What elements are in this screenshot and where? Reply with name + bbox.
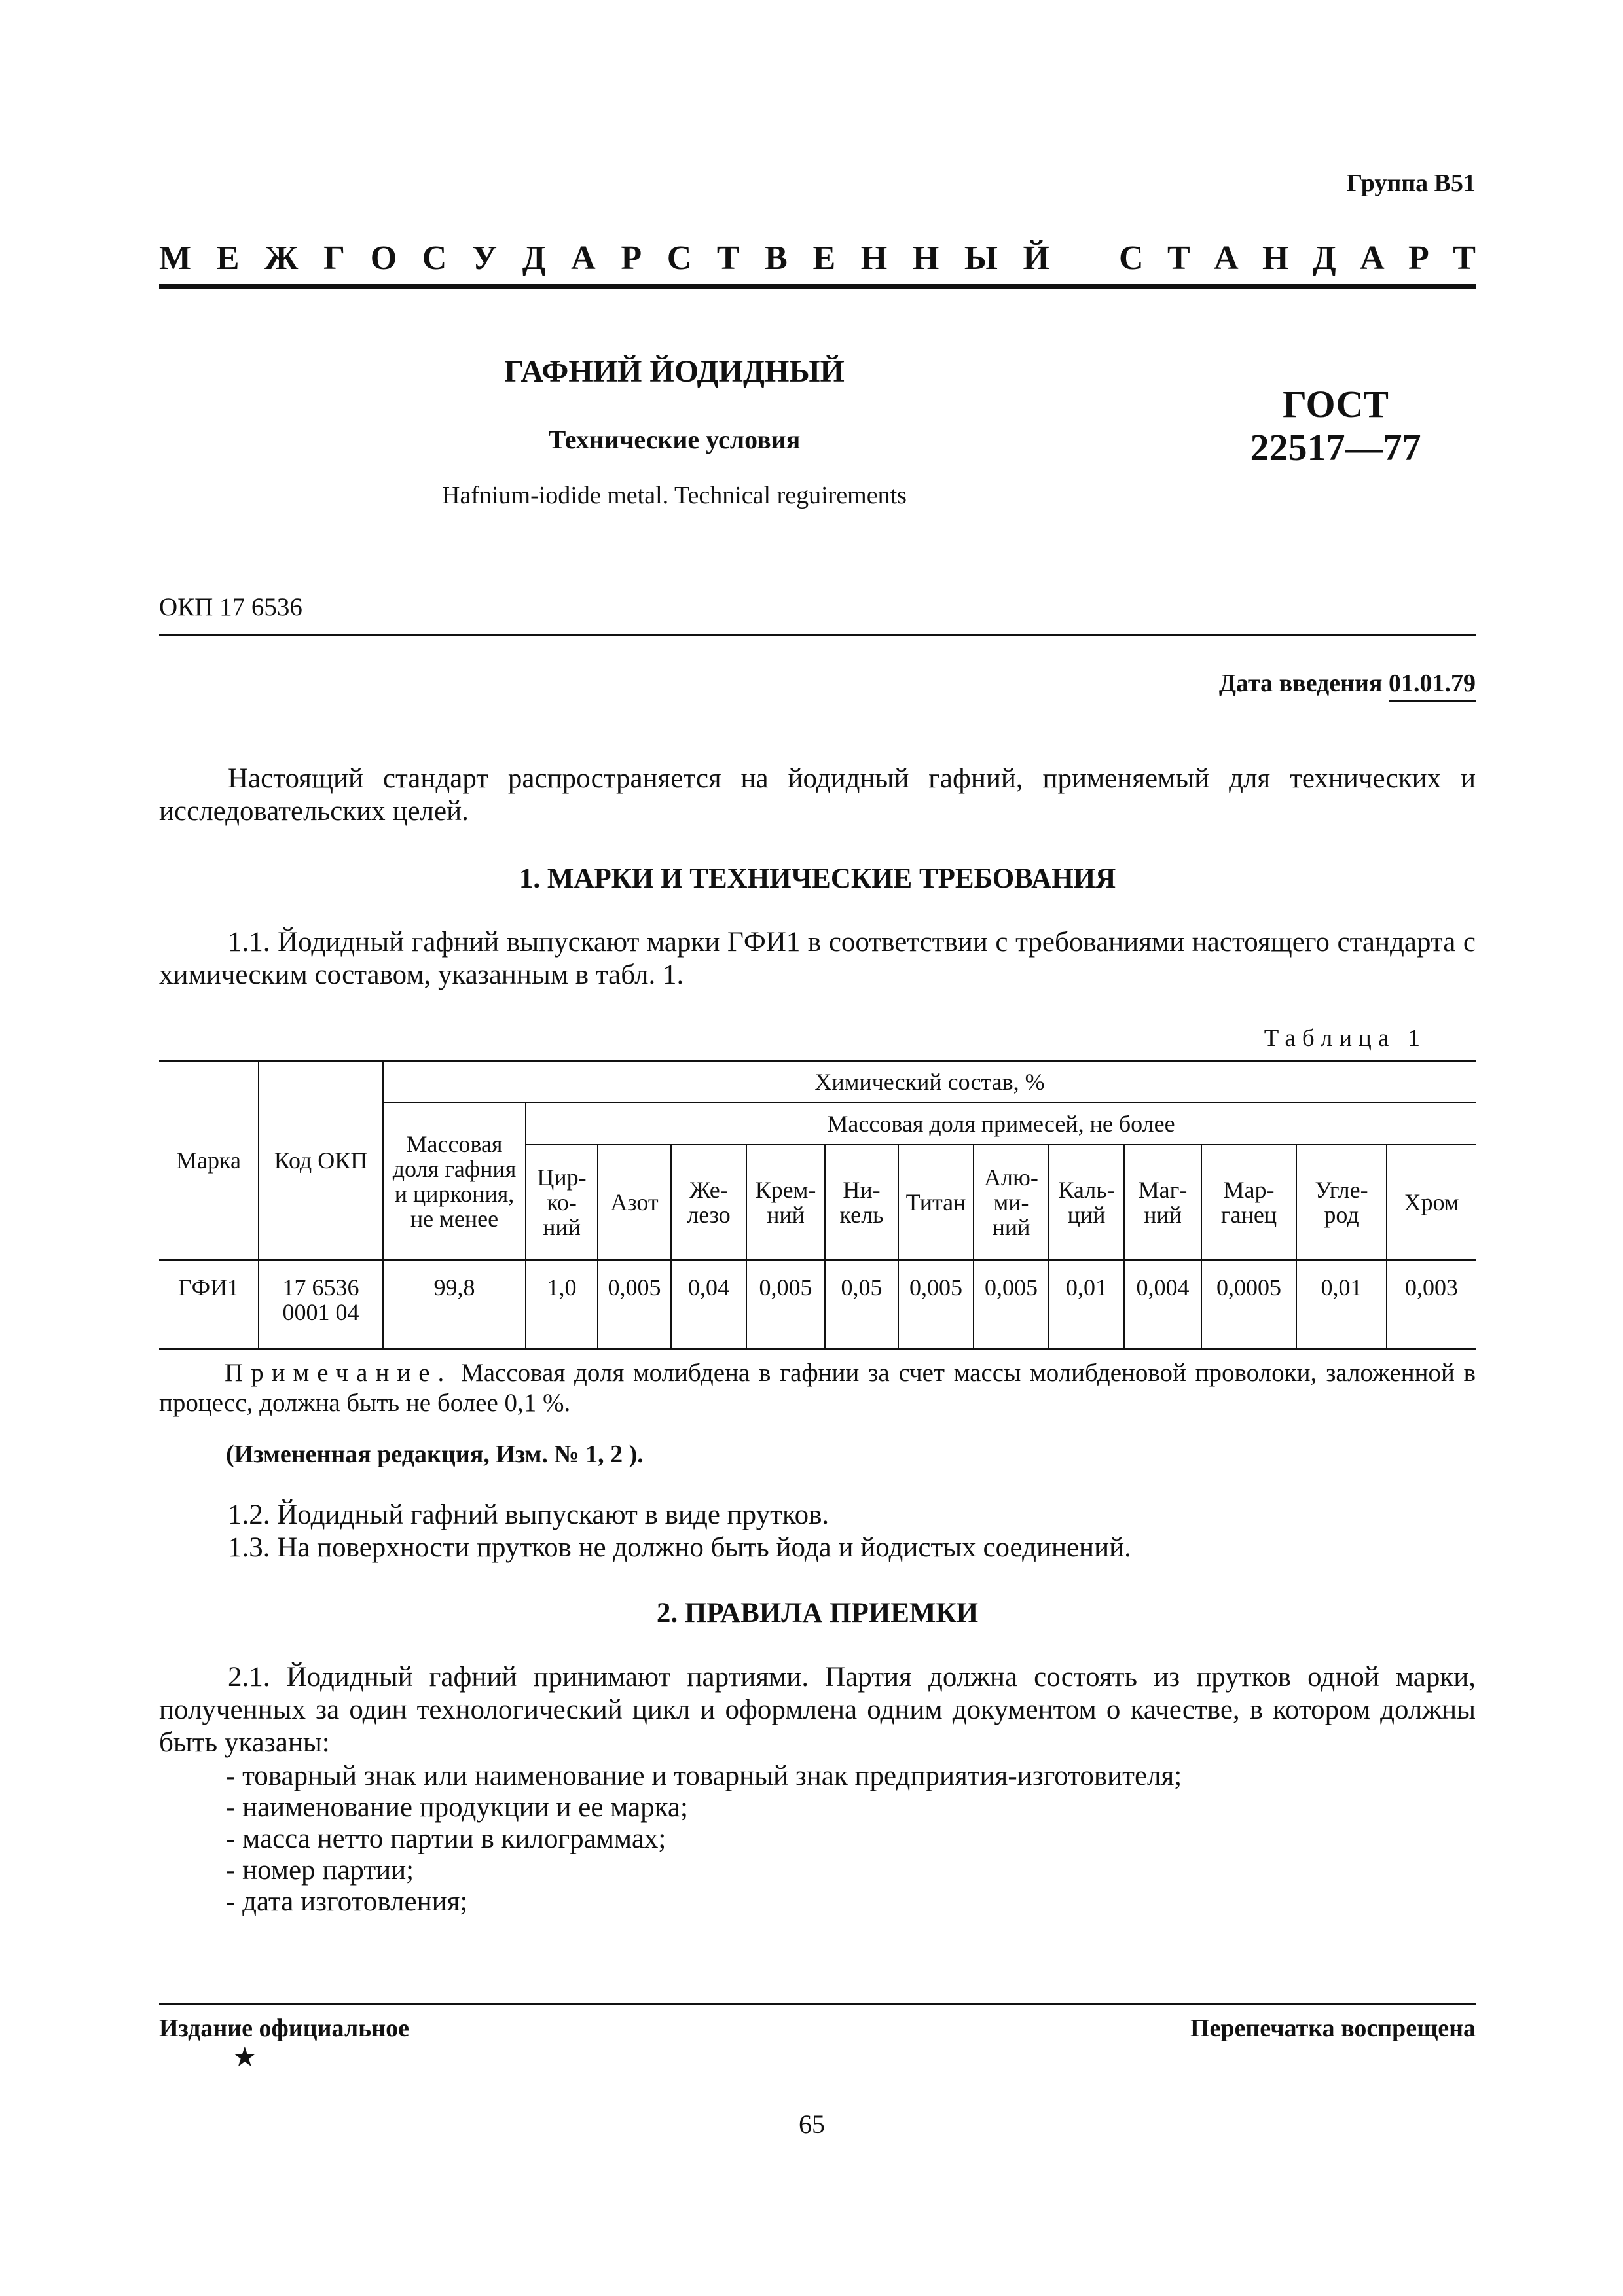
cell-impurity-value: 0,005: [746, 1260, 825, 1349]
heading-letter: Ж: [264, 240, 299, 277]
heading-letter: Т: [1167, 240, 1190, 277]
cell-okp: [259, 1260, 383, 1349]
heading-letter: Т: [716, 240, 740, 277]
cell-impurity-value: 0,0005: [1201, 1260, 1296, 1349]
cell-impurity-value: 0,04: [671, 1260, 746, 1349]
heading-letter: М: [159, 240, 192, 277]
col-header-impurity: Мар-ганец: [1201, 1145, 1296, 1260]
heading-letter: О: [370, 240, 397, 277]
heading-letter: Д: [522, 240, 546, 277]
cell-impurity-value: 0,01: [1296, 1260, 1387, 1349]
star-icon: ★: [232, 2043, 257, 2073]
cell-impurity-value: 0,004: [1124, 1260, 1201, 1349]
col-header-impurity: Каль-ций: [1049, 1145, 1124, 1260]
chemical-composition-table: [159, 1060, 1476, 1350]
clause-1-1-text: 1.1. Йодидный гафний выпускают марки ГФИ1 в соответствии с требованиями настоящего стандарта с химическим составом, указанным в табл. 1.: [159, 927, 1476, 990]
clause-1-2: [159, 1499, 1476, 1532]
cell-impurity-value: 0,003: [1387, 1260, 1476, 1349]
heading-letter: С: [422, 240, 447, 277]
heading-letter: В: [765, 240, 788, 277]
heading-letter: С: [1119, 240, 1144, 277]
list-item: - наименование продукции и ее марка;: [226, 1792, 688, 1823]
cell-impurity-value: 0,01: [1049, 1260, 1124, 1349]
document-title: ГАФНИЙ ЙОДИДНЫЙ: [504, 354, 845, 389]
introduction-date-value: 01.01.79: [1389, 670, 1476, 702]
footer-rule: [159, 2003, 1476, 2005]
reprint-prohibited: Перепечатка воспрещена: [1190, 2015, 1476, 2042]
cell-okp-line2: 0001 04: [282, 1299, 359, 1325]
header-rule: [159, 284, 1476, 289]
col-header-grade: Марка: [159, 1061, 259, 1260]
list-item: - масса нетто партии в килограммах;: [226, 1823, 666, 1854]
heading-letter: Е: [216, 240, 240, 277]
col-header-impurity: Цир-ко-ний: [526, 1145, 598, 1260]
heading-word-interstate: [159, 239, 1049, 278]
cell-impurity-value: 1,0: [526, 1260, 598, 1349]
col-header-impurities: Массовая доля примесей, не более: [526, 1103, 1476, 1145]
col-header-impurity: Хром: [1387, 1145, 1476, 1260]
heading-letter: С: [666, 240, 692, 277]
heading-letter: А: [571, 240, 596, 277]
cell-impurity-value: 0,005: [974, 1260, 1049, 1349]
cell-impurity-value: 0,005: [898, 1260, 974, 1349]
intro-text: Настоящий стандарт распространяется на йодидный гафний, применяемый для технических и исследовательских целей.: [159, 763, 1476, 827]
col-header-hf-zr: Массовая доля гафния и циркония, не менее: [383, 1103, 526, 1260]
gost-number: 22517—77: [1250, 426, 1421, 469]
heading-letter: Й: [1023, 240, 1049, 277]
clause-1-2-text: 1.2. Йодидный гафний выпускают в виде прутков.: [228, 1499, 830, 1530]
cell-hf-zr: 99,8: [383, 1260, 526, 1349]
heading-word-standard: [1119, 239, 1476, 278]
standard-type-heading: [159, 239, 1476, 278]
heading-letter: Ы: [964, 240, 998, 277]
heading-letter: Н: [1262, 240, 1289, 277]
col-header-impurity: Же-лезо: [671, 1145, 746, 1260]
list-item: - дата изготовления;: [226, 1886, 468, 1917]
section-1-heading: 1. МАРКИ И ТЕХНИЧЕСКИЕ ТРЕБОВАНИЯ: [519, 863, 1116, 894]
okp-code: ОКП 17 6536: [159, 593, 302, 621]
clause-1-1: [159, 926, 1476, 992]
quality-doc-list: [226, 1761, 1182, 1918]
okp-rule: [159, 634, 1476, 636]
col-header-impurity: Крем-ний: [746, 1145, 825, 1260]
clause-1-3: [159, 1532, 1476, 1564]
heading-letter: Е: [812, 240, 836, 277]
cell-okp-line1: 17 6536: [282, 1274, 359, 1300]
page-number: 65: [799, 2109, 825, 2139]
table-caption: Таблица 1: [1264, 1025, 1427, 1052]
section-2-heading: 2. ПРАВИЛА ПРИЕМКИ: [656, 1598, 979, 1628]
col-header-impurity: Титан: [898, 1145, 974, 1260]
note-label: Примечание.: [225, 1359, 452, 1387]
list-item: - товарный знак или наименование и товарный знак предприятия-изготовителя;: [226, 1761, 1182, 1791]
group-code: Группа В51: [1346, 170, 1476, 197]
document-english-title: Hafnium-iodide metal. Technical reguirements: [442, 482, 907, 509]
heading-letter: Г: [323, 240, 346, 277]
document-subtitle: Технические условия: [548, 425, 801, 454]
heading-letter: Т: [1453, 240, 1476, 277]
table-note: [159, 1358, 1476, 1418]
col-header-impurity: Ни-кель: [825, 1145, 898, 1260]
col-header-okp: Код ОКП: [259, 1061, 383, 1260]
heading-letter: А: [1214, 240, 1239, 277]
col-header-impurity: Азот: [598, 1145, 671, 1260]
introduction-date: [1219, 669, 1476, 698]
cell-impurity-value: 0,05: [825, 1260, 898, 1349]
clause-1-3-text: 1.3. На поверхности прутков не должно быть йода и йодистых соединений.: [228, 1532, 1131, 1563]
introduction-date-label: Дата введения: [1218, 670, 1383, 697]
heading-letter: Н: [860, 240, 888, 277]
gost-label: ГОСТ: [1283, 383, 1389, 425]
heading-letter: Д: [1312, 240, 1336, 277]
clause-2-1-text: 2.1. Йодидный гафний принимают партиями. Партия должна состоять из прутков одной марки, полученных за один технологический цикл и оформлена одним документом о качестве, в котором должны быть указаны:: [159, 1662, 1476, 1758]
clause-2-1: [159, 1661, 1476, 1759]
cell-grade: ГФИ1: [159, 1260, 259, 1349]
list-item: - номер партии;: [226, 1855, 414, 1886]
col-header-chemical-composition: Химический состав, %: [383, 1061, 1476, 1103]
amendment-note: (Измененная редакция, Изм. № 1, 2 ).: [226, 1441, 644, 1468]
gost-designation: [1218, 383, 1453, 469]
col-header-impurity: Маг-ний: [1124, 1145, 1201, 1260]
heading-letter: Р: [1408, 240, 1429, 277]
heading-letter: А: [1360, 240, 1385, 277]
note-text: Массовая доля молибдена в гафнии за счет массы молибденовой проволоки, заложенной в процесс, должна быть не более 0,1 %.: [159, 1359, 1476, 1417]
col-header-impurity: Угле-род: [1296, 1145, 1387, 1260]
heading-letter: Р: [621, 240, 642, 277]
heading-letter: У: [471, 240, 498, 277]
heading-letter: Н: [912, 240, 939, 277]
col-header-impurity: Алю-ми-ний: [974, 1145, 1049, 1260]
cell-impurity-value: 0,005: [598, 1260, 671, 1349]
intro-paragraph: [159, 762, 1476, 828]
edition-official: Издание официальное: [159, 2015, 410, 2042]
